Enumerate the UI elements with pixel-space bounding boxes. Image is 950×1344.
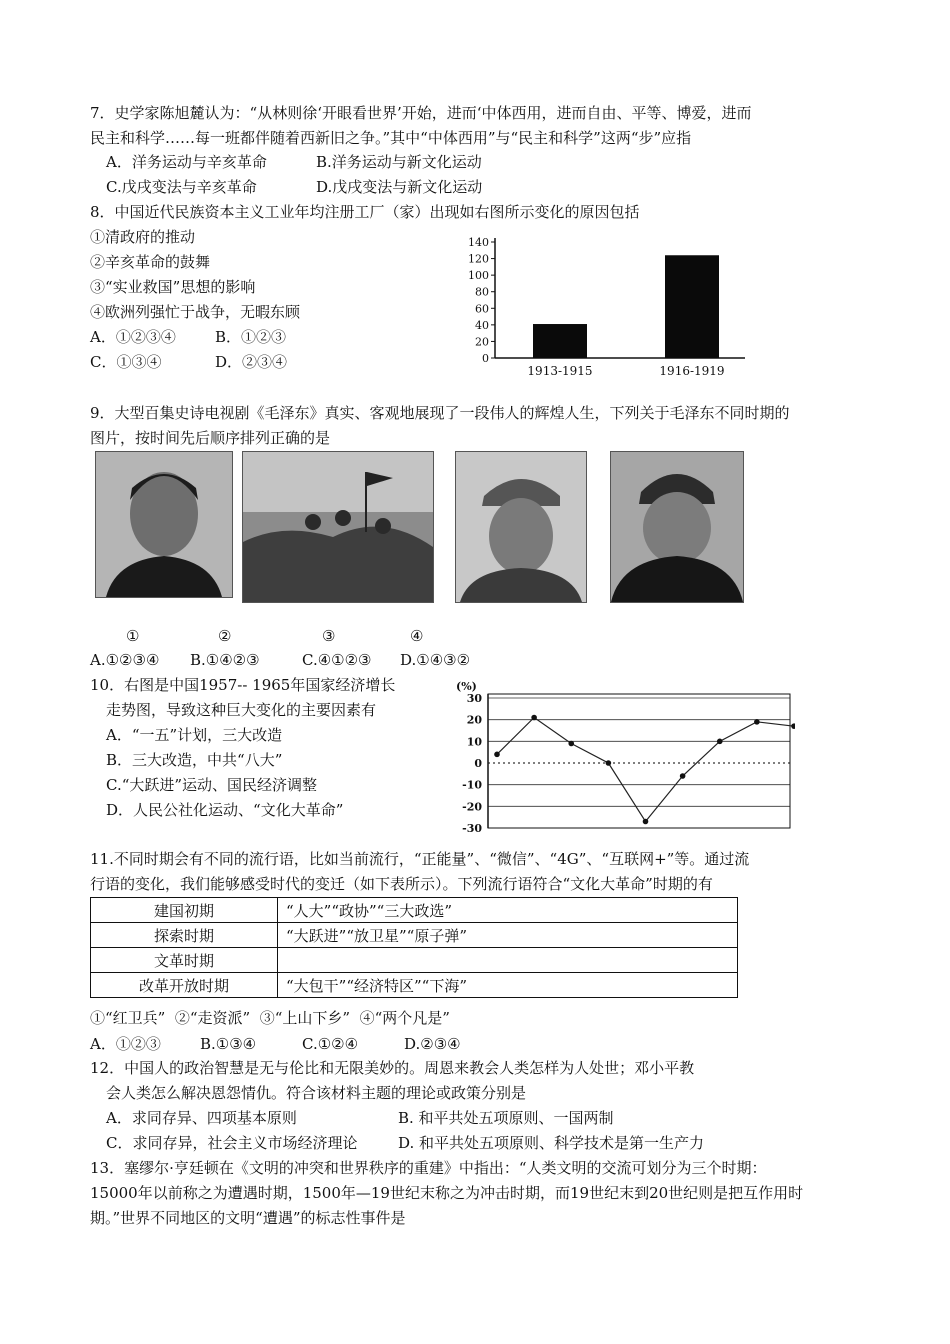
bar-x-label: 1916-1919: [659, 364, 725, 378]
photo-label-4: ④: [410, 627, 424, 645]
q8-item-2: ②辛亥革命的鼓舞: [90, 253, 211, 271]
line-y-tick-label: 30: [466, 692, 482, 705]
bar-y-tick-label: 20: [475, 335, 489, 349]
bar-y-tick-label: 0: [482, 352, 489, 365]
table-cell-period: 文革时期: [91, 948, 278, 973]
q10-option-d: D．人民公社化运动、“文化大革命”: [106, 801, 344, 819]
q11-option-c: C.①②④: [302, 1035, 359, 1053]
photo-label-1: ①: [126, 627, 140, 645]
line-y-tick-label: -10: [462, 778, 482, 792]
slang-table: [90, 897, 738, 998]
bar-y-tick-label: 100: [468, 269, 489, 283]
table-cell-slang: “大跃进”“放卫星”“原子弹”: [278, 923, 738, 948]
q12-option-d: D. 和平共处五项原则、科学技术是第一生产力: [398, 1134, 705, 1152]
bar-1916-1919: [665, 255, 719, 358]
bar-y-tick-label: 60: [475, 302, 489, 316]
q12-option-c: C．求同存异，社会主义市场经济理论: [106, 1134, 358, 1152]
q7-stem-line2: 民主和科学……每一班都伴随着西新旧之争。”其中“中体西用”与“民主和科学”这两“步”应指: [90, 129, 692, 147]
q11-option-d: D.②③④: [404, 1035, 461, 1053]
q7-stem-line1: 7．史学家陈旭麓认为：“从林则徐‘开眼看世界’开始，进而‘中体西用，进而自由、平等、博爱，进而: [90, 104, 752, 122]
q10-stem-line1: 10．右图是中国1957-- 1965年国家经济增长: [90, 676, 396, 694]
line-y-tick-label: 10: [466, 735, 482, 749]
q13-stem-line3: 期。”世界不同地区的文明“遭遇”的标志性事件是: [90, 1209, 406, 1227]
line-frame: [488, 694, 790, 828]
table-row: [91, 898, 738, 923]
q10-option-c: C.“大跃进”运动、国民经济调整: [106, 776, 318, 794]
line-y-tick-label: 20: [466, 713, 482, 727]
bar-1913-1915: [533, 324, 587, 358]
line-point-1961: [643, 819, 649, 825]
photo-label-2: ②: [218, 627, 232, 645]
growth-line-chart: [450, 678, 795, 836]
q10-option-b: B．三大改造，中共“八大”: [106, 751, 283, 769]
q9-option-c: C.④①②③: [302, 651, 372, 669]
table-cell-slang: “大包干”“经济特区”“下海”: [278, 973, 738, 998]
q11-stem-line1: 11.不同时期会有不同的流行语，比如当前流行，“正能量”、“微信”、“4G”、“互联网+”等。通过流: [90, 850, 750, 868]
photo-4-portrait-winter: [610, 451, 744, 603]
line-point-1960: [606, 760, 612, 766]
q9-option-b: B.①④②③: [190, 651, 260, 669]
bar-y-tick-label: 80: [475, 285, 489, 299]
q9-option-d: D.①④③②: [400, 651, 471, 669]
table-row: [91, 973, 738, 998]
bar-x-label: 1913-1915: [527, 364, 593, 378]
q7-option-d: D.戊戌变法与新文化运动: [316, 178, 483, 196]
q11-choices: ①“红卫兵” ②“走资派” ③“上山下乡” ④“两个凡是”: [90, 1009, 450, 1027]
table-cell-slang: [278, 948, 738, 973]
bar-y-tick-label: 120: [468, 252, 489, 266]
q13-stem-line2: 15000年以前称之为遭遇时期，1500年—19世纪末称之为冲击时期，而19世纪末到20世纪则是把互作用时: [90, 1184, 804, 1202]
factory-bar-chart: [455, 232, 755, 380]
line-point-1957: [494, 752, 500, 758]
q8-stem: 8．中国近代民族资本主义工业年均注册工厂（家）出现如右图所示变化的原因包括: [90, 203, 640, 221]
q9-stem-line2: 图片，按时间先后顺序排列正确的是: [90, 429, 331, 447]
table-row: [91, 948, 738, 973]
q8-option-b: B．①②③: [215, 328, 287, 346]
q13-stem-line1: 13．塞缪尔·亨廷顿在《文明的冲突和世界秩序的重建》中指出：“人类文明的交流可划分为三个时期：: [90, 1159, 767, 1177]
q12-stem-line2: 会人类怎么解决恩怨情仇。符合该材料主题的理论或政策分别是: [106, 1084, 527, 1102]
line-point-1959: [568, 741, 574, 747]
line-y-tick-label: -30: [462, 822, 482, 835]
line-y-tick-label: -20: [462, 800, 482, 814]
line-series-path: [497, 718, 794, 822]
q12-option-b: B. 和平共处五项原则、一国两制: [398, 1109, 614, 1127]
line-point-1962: [680, 773, 686, 779]
table-row: [91, 923, 738, 948]
q8-item-4: ④欧洲列强忙于战争，无暇东顾: [90, 303, 301, 321]
photo-2-crowd-scene: [242, 451, 434, 603]
q11-stem-line2: 行语的变化，我们能够感受时代的变迁（如下表所示）。下列流行语符合“文化大革命”时期的有: [90, 875, 713, 893]
q9-stem-line1: 9．大型百集史诗电视剧《毛泽东》真实、客观地展现了一段伟人的辉煌人生，下列关于毛泽东不同时期的: [90, 404, 790, 422]
q10-option-a: A．“一五”计划，三大改造: [106, 726, 283, 744]
q11-option-a: A．①②③: [90, 1035, 161, 1053]
line-chart-unit: (%): [456, 680, 477, 693]
q7-option-c: C.戊戌变法与辛亥革命: [106, 178, 257, 196]
line-point-1965: [791, 723, 795, 729]
table-cell-slang: “人大”“政协”“三大政选”: [278, 898, 738, 923]
photo-1-portrait: [95, 451, 233, 598]
q8-option-d: D．②③④: [215, 353, 288, 371]
bar-y-tick-label: 140: [468, 236, 489, 249]
q11-option-b: B.①③④: [200, 1035, 257, 1053]
line-point-1963: [717, 739, 723, 745]
line-point-1958: [531, 715, 537, 721]
table-cell-period: 建国初期: [91, 898, 278, 923]
q8-item-1: ①清政府的推动: [90, 228, 196, 246]
q8-option-a: A．①②③④: [90, 328, 176, 346]
q9-option-a: A.①②③④: [90, 651, 160, 669]
q7-option-b: B.洋务运动与新文化运动: [316, 153, 482, 171]
table-cell-period: 改革开放时期: [91, 973, 278, 998]
photo-3-portrait-cap: [455, 451, 587, 603]
table-cell-period: 探索时期: [91, 923, 278, 948]
line-y-tick-label: 0: [474, 757, 482, 770]
q12-option-a: A．求同存异、四项基本原则: [106, 1109, 297, 1127]
q10-stem-line2: 走势图，导致这种巨大变化的主要因素有: [106, 701, 377, 719]
q7-option-a: A．洋务运动与辛亥革命: [106, 153, 267, 171]
q8-item-3: ③“实业救国”思想的影响: [90, 278, 256, 296]
bar-y-tick-label: 40: [475, 318, 489, 332]
q12-stem-line1: 12．中国人的政治智慧是无与伦比和无限美妙的。周恩来教会人类怎样为人处世；邓小平教: [90, 1059, 695, 1077]
photo-label-3: ③: [322, 627, 336, 645]
q8-option-c: C．①③④: [90, 353, 162, 371]
line-point-1964: [754, 719, 760, 725]
